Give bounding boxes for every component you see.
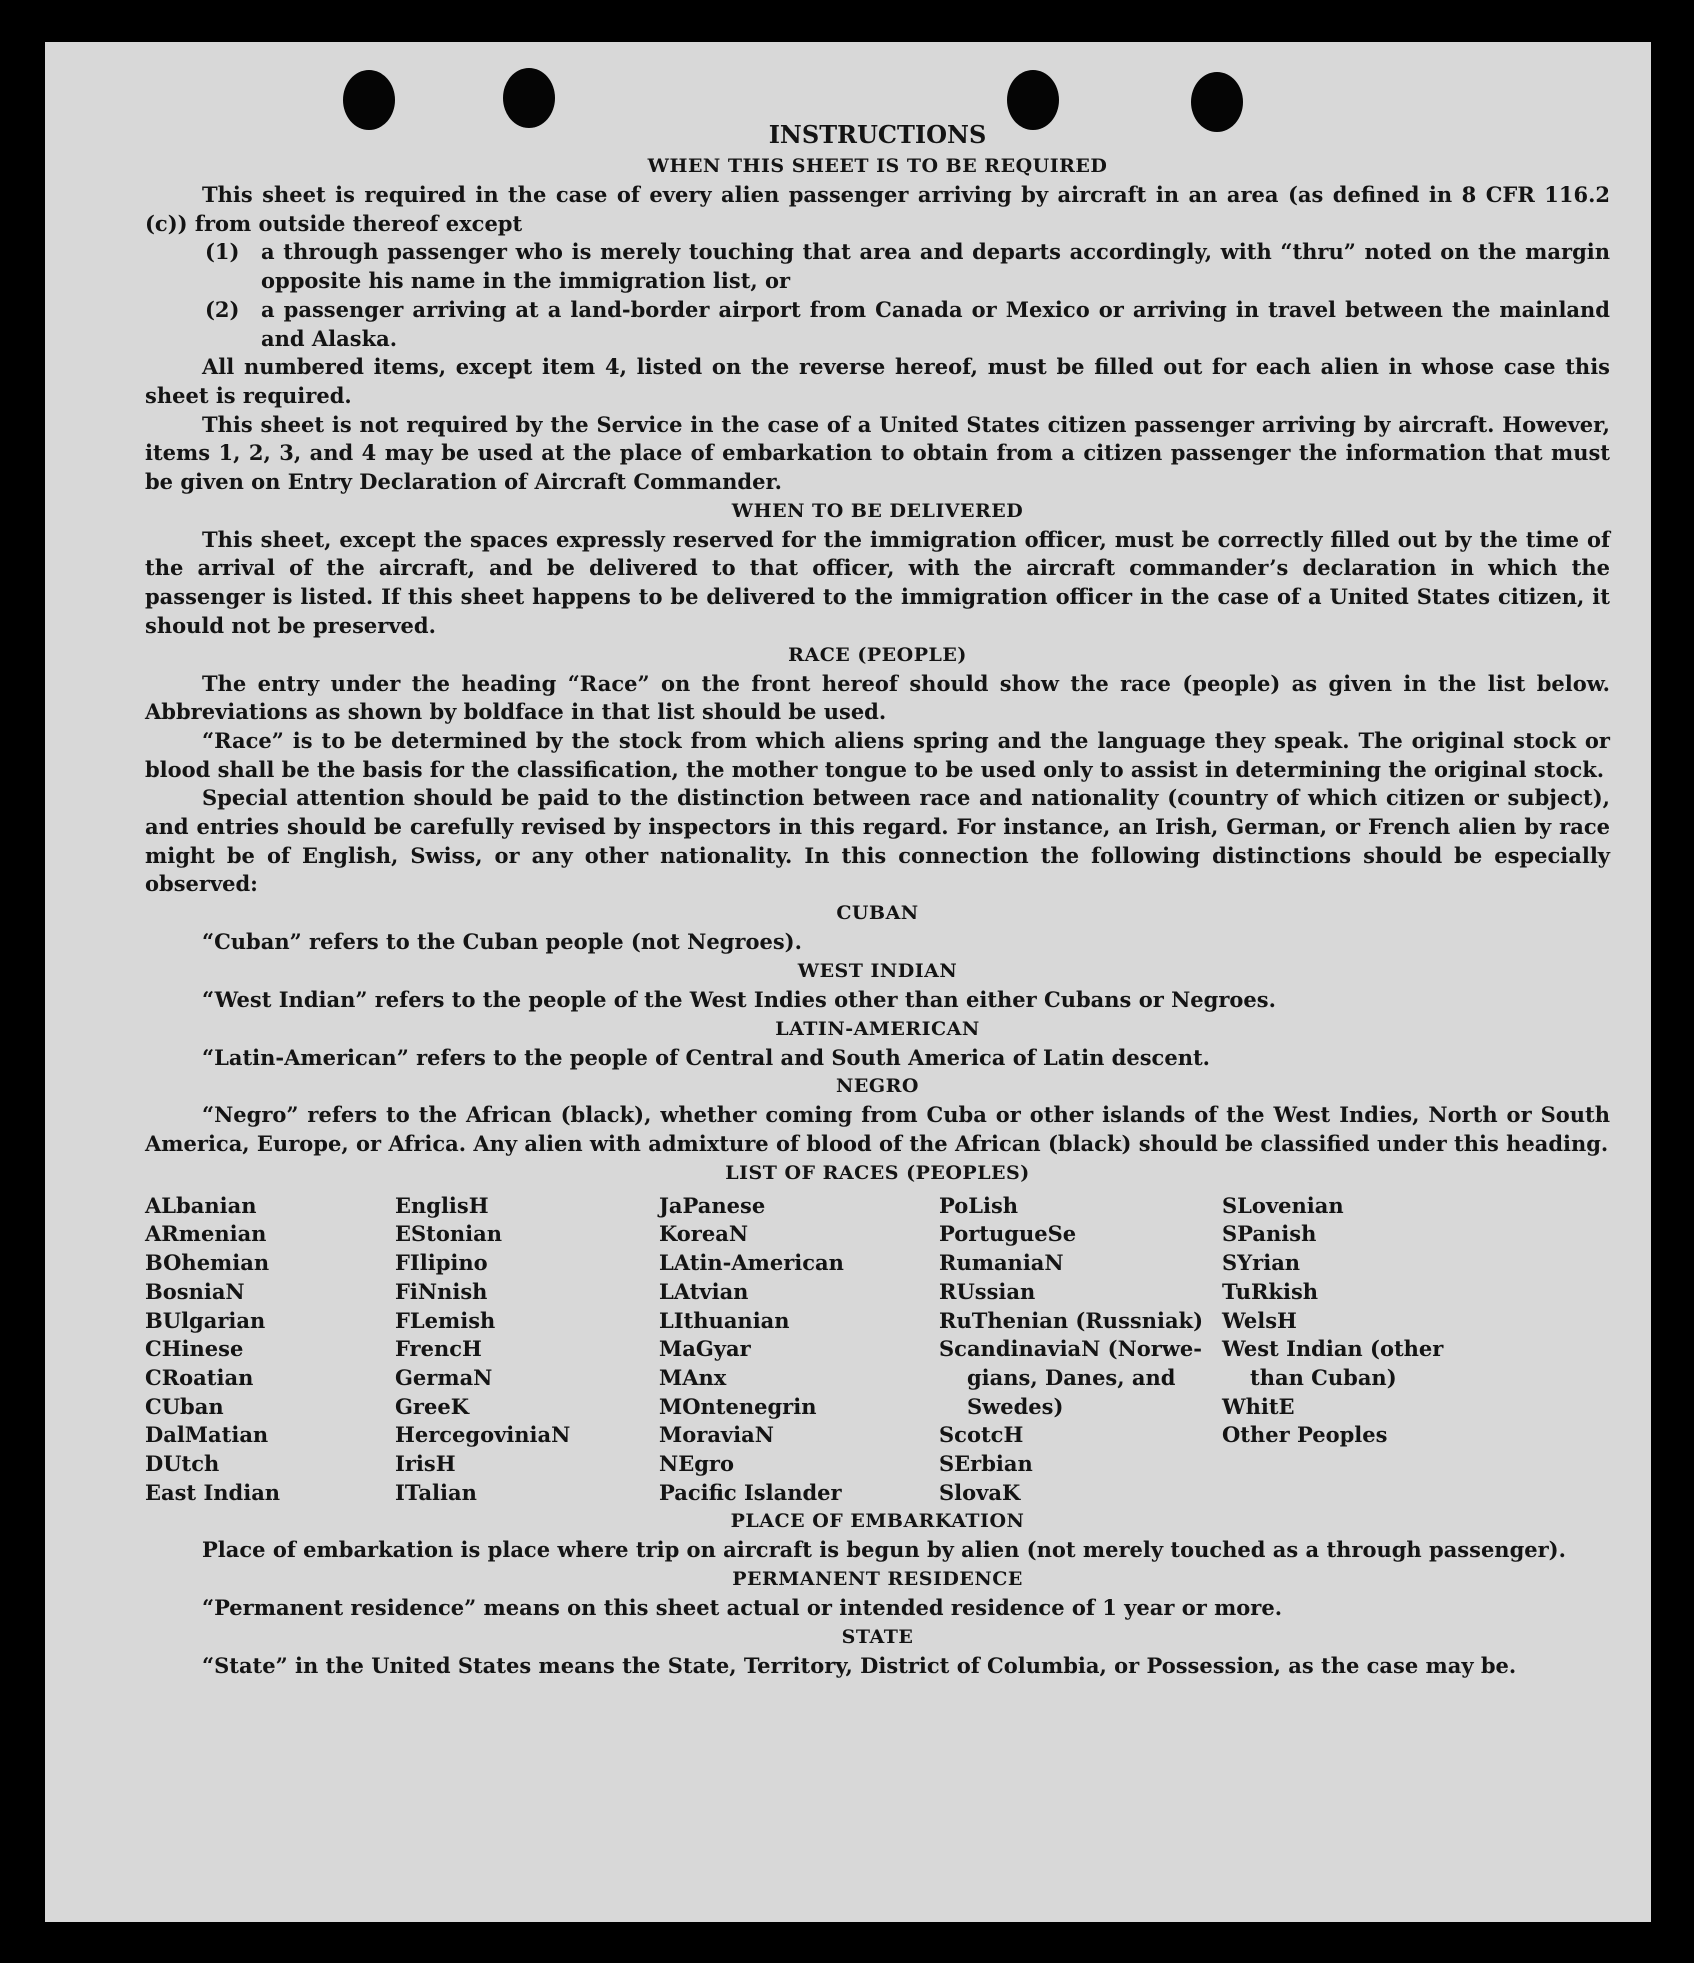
- section-heading: LATIN-AMERICAN: [775, 1017, 980, 1040]
- race-entry: CUban: [145, 1393, 224, 1419]
- race-entry: KoreaN: [659, 1221, 749, 1247]
- race-entry: FLemish: [395, 1307, 496, 1333]
- race-entry: ScotcH: [939, 1422, 1024, 1448]
- race-entry: PoLish: [939, 1192, 1019, 1218]
- list-item: [205, 296, 1610, 353]
- race-entry: East Indian: [145, 1479, 281, 1505]
- race-entry: MaGyar: [659, 1336, 751, 1362]
- section-heading: LIST OF RACES (PEOPLES): [725, 1161, 1030, 1184]
- paragraph: “State” in the United States means the State, Territory, District of Columbia, or Possession, as the case may be.: [202, 1652, 1517, 1678]
- section-heading: WEST INDIAN: [797, 959, 958, 982]
- paragraph: “Latin-American” refers to the people of Central and South America of Latin descent.: [202, 1044, 1210, 1070]
- race-entry: HercegoviniaN: [395, 1422, 571, 1448]
- race-entry: BUlgarian: [145, 1307, 266, 1333]
- section-heading: PERMANENT RESIDENCE: [732, 1568, 1023, 1591]
- race-entry: LAtin-American: [659, 1250, 844, 1276]
- race-entry: ITalian: [395, 1479, 477, 1505]
- race-entry-continuation: than Cuban): [1250, 1364, 1397, 1390]
- race-entry: CHinese: [145, 1336, 244, 1362]
- item-text: a through passenger who is merely touching that area and departs accordingly, with “thru” noted on the margin opposite his name in the immigration list, or: [261, 239, 1610, 294]
- race-entry: BosniaN: [145, 1278, 245, 1304]
- race-entry: FIlipino: [395, 1250, 488, 1276]
- race-entry: EnglisH: [395, 1192, 489, 1218]
- race-entry: MOntenegrin: [659, 1393, 817, 1419]
- race-entry: DUtch: [145, 1451, 220, 1477]
- race-entry: NEgro: [659, 1451, 734, 1477]
- race-entry: RuThenian (Russniak): [939, 1307, 1204, 1333]
- section-heading: WHEN TO BE DELIVERED: [731, 499, 1024, 522]
- section-heading: NEGRO: [836, 1075, 919, 1098]
- paragraph: Place of embarkation is place where trip on aircraft is begun by alien (not merely touched as a through passenger).: [202, 1537, 1566, 1563]
- race-entry: MAnx: [659, 1364, 727, 1390]
- races-column: [145, 1192, 395, 1508]
- race-entry: IrisH: [395, 1451, 456, 1477]
- races-column: [1222, 1192, 1492, 1508]
- race-entry: SErbian: [939, 1451, 1033, 1477]
- page-title: INSTRUCTIONS: [768, 120, 987, 149]
- race-entry: Other Peoples: [1222, 1422, 1388, 1448]
- race-entry: LAtvian: [659, 1278, 749, 1304]
- race-entry: LIthuanian: [659, 1307, 790, 1333]
- race-entry: MoraviaN: [659, 1422, 774, 1448]
- paragraph: The entry under the heading “Race” on the front hereof should show the race (people) as given in the list below. Abbreviations as shown by boldface in that list should be used.: [145, 670, 1610, 725]
- paragraph: All numbered items, except item 4, listed on the reverse hereof, must be filled out for each alien in whose case this sheet is required.: [145, 354, 1610, 408]
- paragraph: Special attention should be paid to the distinction between race and nationality (country of which citizen or subject), and entries should be carefully revised by inspectors in this regard. For instance, an Irish, German, or French alien by race might be of English, Swiss, or any other nationality. In this connection the following distinctions should be especially observed:: [145, 785, 1610, 897]
- race-entry: FiNnish: [395, 1278, 488, 1304]
- race-entry: SPanish: [1222, 1221, 1317, 1247]
- paragraph: “Cuban” refers to the Cuban people (not Negroes).: [202, 929, 802, 955]
- races-list: [145, 1192, 1610, 1508]
- race-entry: JaPanese: [659, 1192, 766, 1218]
- race-entry: RumaniaN: [939, 1250, 1064, 1276]
- section-heading: CUBAN: [836, 902, 919, 925]
- race-entry: BOhemian: [145, 1250, 270, 1276]
- section-heading: WHEN THIS SHEET IS TO BE REQUIRED: [647, 155, 1108, 177]
- race-entry: ALbanian: [145, 1192, 257, 1218]
- races-column: [659, 1192, 939, 1508]
- paragraph: “Permanent residence” means on this sheet actual or intended residence of 1 year or more.: [202, 1595, 1283, 1621]
- race-entry: SYrian: [1222, 1250, 1301, 1276]
- race-entry: EStonian: [395, 1221, 502, 1247]
- paragraph: This sheet, except the spaces expressly reserved for the immigration officer, must be correctly filled out by the time of the arrival of the aircraft, and be delivered to that officer, with the aircraft commander’s declaration in which the passenger is listed. If this sheet happens to be delivered to the immigration officer in the case of a United States citizen, it should not be preserved.: [145, 526, 1610, 638]
- race-entry: RUssian: [939, 1278, 1036, 1304]
- race-entry: WhitE: [1222, 1393, 1295, 1419]
- race-entry-continuation: Swedes): [967, 1393, 1064, 1419]
- paragraph: This sheet is not required by the Service in the case of a United States citizen passenger arriving by aircraft. However, items 1, 2, 3, and 4 may be used at the place of embarkation to obtain from a citizen passenger the information that must be given on Entry Declaration of Aircraft Commander.: [145, 411, 1610, 495]
- paragraph: “Race” is to be determined by the stock from which aliens spring and the language they speak. The original stock or blood shall be the basis for the classification, the mother tongue to be used only to assist in determining the original stock.: [145, 727, 1610, 782]
- race-entry: PortugueSe: [939, 1221, 1077, 1247]
- race-entry: Pacific Islander: [659, 1479, 842, 1505]
- race-entry: FrencH: [395, 1336, 482, 1362]
- race-entry: DalMatian: [145, 1422, 269, 1448]
- race-entry: West Indian (other: [1222, 1336, 1444, 1362]
- races-column: [395, 1192, 659, 1508]
- section-heading: STATE: [841, 1625, 914, 1648]
- item-text: a passenger arriving at a land-border airport from Canada or Mexico or arriving in travel between the mainland and Alaska.: [261, 296, 1610, 351]
- race-entry: GreeK: [395, 1393, 469, 1419]
- item-number: (1): [205, 239, 240, 265]
- race-entry: WelsH: [1222, 1307, 1297, 1333]
- document-page: [45, 42, 1651, 1922]
- section-heading: PLACE OF EMBARKATION: [730, 1510, 1025, 1533]
- race-entry: GermaN: [395, 1364, 493, 1390]
- race-entry: ScandinaviaN (Norwe-: [939, 1336, 1203, 1362]
- instructions-text: [145, 112, 1610, 1681]
- item-number: (2): [205, 296, 240, 322]
- section-heading: RACE (PEOPLE): [788, 643, 967, 666]
- paragraph: “West Indian” refers to the people of the West Indies other than either Cubans or Negroes.: [202, 986, 1276, 1012]
- list-item: [205, 238, 1610, 295]
- paragraph: “Negro” refers to the African (black), whether coming from Cuba or other islands of the West Indies, North or South America, Europe, or Africa. Any alien with admixture of blood of the African (black) should be classified under this heading.: [145, 1102, 1610, 1156]
- race-entry: TuRkish: [1222, 1278, 1319, 1304]
- race-entry: SlovaK: [939, 1479, 1021, 1505]
- paragraph: This sheet is required in the case of every alien passenger arriving by aircraft in an area (as defined in 8 CFR 116.2 (c)) from outside thereof except: [145, 182, 1610, 236]
- race-entry: CRoatian: [145, 1364, 254, 1390]
- race-entry-continuation: gians, Danes, and: [967, 1364, 1176, 1390]
- race-entry: SLovenian: [1222, 1192, 1344, 1218]
- race-entry: ARmenian: [145, 1221, 267, 1247]
- races-column: [939, 1192, 1222, 1508]
